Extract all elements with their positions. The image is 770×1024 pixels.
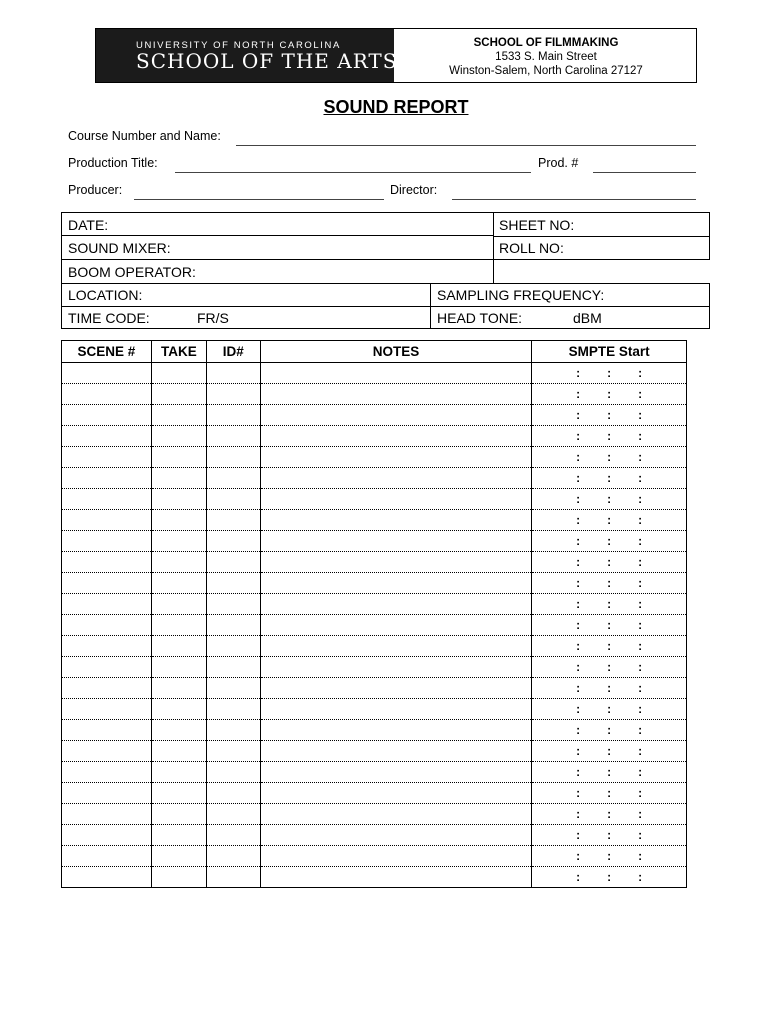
divider bbox=[430, 283, 431, 329]
page-title: SOUND REPORT bbox=[323, 97, 469, 117]
sound-log-table bbox=[61, 340, 687, 888]
take-cell[interactable] bbox=[151, 741, 206, 762]
take-cell[interactable] bbox=[151, 720, 206, 741]
sampling-frequency-label[interactable]: SAMPLING FREQUENCY: bbox=[437, 287, 605, 303]
smpte-separator: : bbox=[607, 702, 612, 716]
scene-cell[interactable] bbox=[62, 720, 152, 741]
smpte-separator: : bbox=[607, 618, 612, 632]
smpte-separator: : bbox=[607, 870, 612, 884]
smpte-start-cell[interactable] bbox=[532, 678, 687, 699]
date-label[interactable]: DATE: bbox=[68, 217, 109, 233]
smpte-separator: : bbox=[576, 870, 581, 884]
smpte-separator: : bbox=[638, 723, 643, 737]
smpte-start-cell[interactable] bbox=[532, 804, 687, 825]
smpte-separator: : bbox=[607, 849, 612, 863]
smpte-separator: : bbox=[576, 366, 581, 380]
col-take: TAKE bbox=[151, 341, 206, 363]
take-cell[interactable] bbox=[151, 615, 206, 636]
table-row bbox=[62, 510, 687, 531]
notes-cell[interactable] bbox=[260, 363, 531, 384]
scene-cell[interactable] bbox=[62, 699, 152, 720]
smpte-separator: : bbox=[638, 576, 643, 590]
smpte-start-cell[interactable] bbox=[532, 636, 687, 657]
scene-cell[interactable] bbox=[62, 405, 152, 426]
scene-cell[interactable] bbox=[62, 615, 152, 636]
scene-cell[interactable] bbox=[62, 762, 152, 783]
production-title-label: Production Title: bbox=[68, 156, 158, 170]
notes-cell[interactable] bbox=[260, 825, 531, 846]
id-cell[interactable] bbox=[206, 804, 260, 825]
notes-cell[interactable] bbox=[260, 804, 531, 825]
scene-cell[interactable] bbox=[62, 489, 152, 510]
sound-mixer-label[interactable]: SOUND MIXER: bbox=[68, 240, 171, 256]
scene-cell[interactable] bbox=[62, 804, 152, 825]
id-cell[interactable] bbox=[206, 426, 260, 447]
take-cell[interactable] bbox=[151, 405, 206, 426]
smpte-separator: : bbox=[607, 471, 612, 485]
scene-cell[interactable] bbox=[62, 468, 152, 489]
id-cell[interactable] bbox=[206, 867, 260, 888]
smpte-start-cell[interactable] bbox=[532, 489, 687, 510]
smpte-separator: : bbox=[576, 387, 581, 401]
table-row bbox=[62, 363, 687, 384]
smpte-separator: : bbox=[638, 513, 643, 527]
smpte-separator: : bbox=[638, 681, 643, 695]
notes-cell[interactable] bbox=[260, 615, 531, 636]
smpte-separator: : bbox=[607, 807, 612, 821]
id-cell[interactable] bbox=[206, 510, 260, 531]
roll-no-label[interactable]: ROLL NO: bbox=[499, 240, 564, 256]
id-cell[interactable] bbox=[206, 573, 260, 594]
table-row bbox=[62, 384, 687, 405]
table-row bbox=[62, 468, 687, 489]
table-row bbox=[62, 552, 687, 573]
table-row bbox=[62, 447, 687, 468]
smpte-separator: : bbox=[638, 639, 643, 653]
notes-cell[interactable] bbox=[260, 720, 531, 741]
divider bbox=[61, 259, 494, 260]
location-label[interactable]: LOCATION: bbox=[68, 287, 143, 303]
col-scene: SCENE # bbox=[62, 341, 152, 363]
table-row bbox=[62, 720, 687, 741]
smpte-separator: : bbox=[576, 639, 581, 653]
school-name: SCHOOL OF FILMMAKING bbox=[473, 37, 619, 49]
id-cell[interactable] bbox=[206, 531, 260, 552]
smpte-separator: : bbox=[576, 492, 581, 506]
smpte-separator: : bbox=[576, 660, 581, 674]
smpte-start-cell[interactable] bbox=[532, 699, 687, 720]
smpte-start-cell[interactable] bbox=[532, 426, 687, 447]
notes-cell[interactable] bbox=[260, 741, 531, 762]
notes-cell[interactable] bbox=[260, 594, 531, 615]
table-row bbox=[62, 489, 687, 510]
smpte-start-cell[interactable] bbox=[532, 867, 687, 888]
smpte-separator: : bbox=[607, 786, 612, 800]
smpte-separator: : bbox=[638, 387, 643, 401]
smpte-start-cell[interactable] bbox=[532, 783, 687, 804]
prod-number-label: Prod. # bbox=[538, 156, 579, 170]
take-cell[interactable] bbox=[151, 762, 206, 783]
scene-cell[interactable] bbox=[62, 741, 152, 762]
id-cell[interactable] bbox=[206, 720, 260, 741]
city-address: Winston-Salem, North Carolina 27127 bbox=[449, 65, 643, 77]
table-row bbox=[62, 762, 687, 783]
smpte-separator: : bbox=[607, 366, 612, 380]
scene-cell[interactable] bbox=[62, 867, 152, 888]
take-cell[interactable] bbox=[151, 825, 206, 846]
id-cell[interactable] bbox=[206, 615, 260, 636]
take-cell[interactable] bbox=[151, 531, 206, 552]
take-cell[interactable] bbox=[151, 804, 206, 825]
id-cell[interactable] bbox=[206, 846, 260, 867]
notes-cell[interactable] bbox=[260, 447, 531, 468]
smpte-separator: : bbox=[607, 429, 612, 443]
smpte-separator: : bbox=[576, 849, 581, 863]
divider bbox=[61, 306, 710, 307]
smpte-separator: : bbox=[638, 870, 643, 884]
smpte-separator: : bbox=[607, 513, 612, 527]
smpte-separator: : bbox=[607, 660, 612, 674]
scene-cell[interactable] bbox=[62, 594, 152, 615]
table-row bbox=[62, 657, 687, 678]
smpte-separator: : bbox=[576, 723, 581, 737]
course-label: Course Number and Name: bbox=[68, 129, 221, 143]
take-cell[interactable] bbox=[151, 468, 206, 489]
smpte-separator: : bbox=[607, 555, 612, 569]
smpte-start-cell[interactable] bbox=[532, 405, 687, 426]
take-cell[interactable] bbox=[151, 573, 206, 594]
logo-line1: UNIVERSITY OF NORTH CAROLINA bbox=[136, 40, 341, 51]
id-cell[interactable] bbox=[206, 762, 260, 783]
smpte-separator: : bbox=[576, 471, 581, 485]
id-cell[interactable] bbox=[206, 405, 260, 426]
table-row bbox=[62, 615, 687, 636]
scene-cell[interactable] bbox=[62, 678, 152, 699]
scene-cell[interactable] bbox=[62, 531, 152, 552]
dbm-unit: dBM bbox=[573, 310, 602, 326]
notes-cell[interactable] bbox=[260, 678, 531, 699]
logo-line2: SCHOOL OF THE ARTS bbox=[136, 49, 398, 73]
boom-operator-label[interactable]: BOOM OPERATOR: bbox=[68, 264, 196, 280]
smpte-separator: : bbox=[638, 744, 643, 758]
notes-cell[interactable] bbox=[260, 384, 531, 405]
table-row bbox=[62, 846, 687, 867]
table-body bbox=[62, 363, 687, 888]
notes-cell[interactable] bbox=[260, 846, 531, 867]
smpte-separator: : bbox=[576, 765, 581, 779]
smpte-separator: : bbox=[576, 618, 581, 632]
smpte-separator: : bbox=[607, 387, 612, 401]
smpte-separator: : bbox=[607, 639, 612, 653]
notes-cell[interactable] bbox=[260, 531, 531, 552]
smpte-start-cell[interactable] bbox=[532, 720, 687, 741]
notes-cell[interactable] bbox=[260, 762, 531, 783]
smpte-separator: : bbox=[607, 597, 612, 611]
table-row bbox=[62, 867, 687, 888]
id-cell[interactable] bbox=[206, 678, 260, 699]
smpte-separator: : bbox=[638, 828, 643, 842]
smpte-separator: : bbox=[607, 534, 612, 548]
take-cell[interactable] bbox=[151, 594, 206, 615]
take-cell[interactable] bbox=[151, 552, 206, 573]
scene-cell[interactable] bbox=[62, 363, 152, 384]
producer-label: Producer: bbox=[68, 183, 123, 197]
smpte-start-cell[interactable] bbox=[532, 741, 687, 762]
smpte-separator: : bbox=[576, 786, 581, 800]
scene-cell[interactable] bbox=[62, 657, 152, 678]
smpte-separator: : bbox=[576, 702, 581, 716]
smpte-separator: : bbox=[638, 366, 643, 380]
id-cell[interactable] bbox=[206, 384, 260, 405]
smpte-separator: : bbox=[638, 534, 643, 548]
smpte-separator: : bbox=[607, 408, 612, 422]
smpte-separator: : bbox=[576, 576, 581, 590]
smpte-separator: : bbox=[607, 744, 612, 758]
smpte-separator: : bbox=[638, 597, 643, 611]
col-smpte-start: SMPTE Start bbox=[532, 341, 687, 363]
id-cell[interactable] bbox=[206, 636, 260, 657]
school-address bbox=[396, 36, 696, 78]
smpte-separator: : bbox=[576, 513, 581, 527]
id-cell[interactable] bbox=[206, 447, 260, 468]
id-cell[interactable] bbox=[206, 489, 260, 510]
smpte-separator: : bbox=[576, 828, 581, 842]
smpte-separator: : bbox=[638, 555, 643, 569]
take-cell[interactable] bbox=[151, 699, 206, 720]
smpte-separator: : bbox=[638, 702, 643, 716]
smpte-start-cell[interactable] bbox=[532, 825, 687, 846]
notes-cell[interactable] bbox=[260, 783, 531, 804]
smpte-separator: : bbox=[576, 597, 581, 611]
take-cell[interactable] bbox=[151, 657, 206, 678]
notes-cell[interactable] bbox=[260, 468, 531, 489]
smpte-separator: : bbox=[607, 765, 612, 779]
scene-cell[interactable] bbox=[62, 636, 152, 657]
table-row bbox=[62, 699, 687, 720]
take-cell[interactable] bbox=[151, 489, 206, 510]
smpte-separator: : bbox=[638, 471, 643, 485]
smpte-start-cell[interactable] bbox=[532, 762, 687, 783]
smpte-separator: : bbox=[638, 450, 643, 464]
smpte-separator: : bbox=[607, 492, 612, 506]
smpte-separator: : bbox=[607, 576, 612, 590]
notes-cell[interactable] bbox=[260, 699, 531, 720]
production-title-field[interactable] bbox=[175, 172, 531, 173]
smpte-separator: : bbox=[638, 807, 643, 821]
table-row bbox=[62, 573, 687, 594]
id-cell[interactable] bbox=[206, 741, 260, 762]
smpte-separator: : bbox=[576, 408, 581, 422]
scene-cell[interactable] bbox=[62, 825, 152, 846]
smpte-separator: : bbox=[576, 534, 581, 548]
scene-cell[interactable] bbox=[62, 447, 152, 468]
table-row bbox=[62, 531, 687, 552]
smpte-separator: : bbox=[576, 681, 581, 695]
id-cell[interactable] bbox=[206, 699, 260, 720]
take-cell[interactable] bbox=[151, 384, 206, 405]
smpte-separator: : bbox=[607, 681, 612, 695]
smpte-start-cell[interactable] bbox=[532, 510, 687, 531]
smpte-start-cell[interactable] bbox=[532, 594, 687, 615]
scene-cell[interactable] bbox=[62, 510, 152, 531]
take-cell[interactable] bbox=[151, 867, 206, 888]
smpte-separator: : bbox=[576, 807, 581, 821]
notes-cell[interactable] bbox=[260, 552, 531, 573]
table-row bbox=[62, 825, 687, 846]
smpte-start-cell[interactable] bbox=[532, 846, 687, 867]
smpte-separator: : bbox=[638, 408, 643, 422]
smpte-separator: : bbox=[638, 492, 643, 506]
take-cell[interactable] bbox=[151, 636, 206, 657]
table-row bbox=[62, 405, 687, 426]
smpte-separator: : bbox=[607, 450, 612, 464]
time-code-label[interactable]: TIME CODE: bbox=[68, 310, 150, 326]
smpte-separator: : bbox=[576, 744, 581, 758]
notes-cell[interactable] bbox=[260, 405, 531, 426]
table-row bbox=[62, 741, 687, 762]
table-row bbox=[62, 426, 687, 447]
director-label: Director: bbox=[390, 183, 438, 197]
take-cell[interactable] bbox=[151, 510, 206, 531]
take-cell[interactable] bbox=[151, 426, 206, 447]
table-row bbox=[62, 678, 687, 699]
director-field[interactable] bbox=[452, 199, 696, 200]
id-cell[interactable] bbox=[206, 552, 260, 573]
notes-cell[interactable] bbox=[260, 510, 531, 531]
smpte-separator: : bbox=[607, 723, 612, 737]
notes-cell[interactable] bbox=[260, 636, 531, 657]
street-address: 1533 S. Main Street bbox=[495, 51, 597, 63]
table-row bbox=[62, 594, 687, 615]
prod-number-field[interactable] bbox=[593, 172, 696, 173]
divider bbox=[61, 235, 494, 236]
scene-cell[interactable] bbox=[62, 384, 152, 405]
table-row bbox=[62, 783, 687, 804]
scene-cell[interactable] bbox=[62, 552, 152, 573]
notes-cell[interactable] bbox=[260, 867, 531, 888]
smpte-start-cell[interactable] bbox=[532, 657, 687, 678]
smpte-start-cell[interactable] bbox=[532, 384, 687, 405]
head-tone-label[interactable]: HEAD TONE: bbox=[437, 310, 523, 326]
smpte-separator: : bbox=[638, 660, 643, 674]
divider bbox=[493, 236, 710, 237]
scene-cell[interactable] bbox=[62, 783, 152, 804]
smpte-start-cell[interactable] bbox=[532, 531, 687, 552]
frs-unit: FR/S bbox=[197, 310, 229, 326]
table-row bbox=[62, 804, 687, 825]
sheet-no-label[interactable]: SHEET NO: bbox=[499, 217, 575, 233]
course-field[interactable] bbox=[236, 145, 696, 146]
smpte-start-cell[interactable] bbox=[532, 552, 687, 573]
col-id: ID# bbox=[206, 341, 260, 363]
notes-cell[interactable] bbox=[260, 657, 531, 678]
smpte-start-cell[interactable] bbox=[532, 468, 687, 489]
smpte-separator: : bbox=[607, 828, 612, 842]
id-cell[interactable] bbox=[206, 657, 260, 678]
school-logo bbox=[96, 29, 398, 82]
smpte-separator: : bbox=[638, 849, 643, 863]
take-cell[interactable] bbox=[151, 678, 206, 699]
take-cell[interactable] bbox=[151, 447, 206, 468]
table-header-row bbox=[62, 341, 687, 363]
id-cell[interactable] bbox=[206, 468, 260, 489]
table-row bbox=[62, 636, 687, 657]
producer-field[interactable] bbox=[134, 199, 384, 200]
id-cell[interactable] bbox=[206, 594, 260, 615]
take-cell[interactable] bbox=[151, 363, 206, 384]
id-cell[interactable] bbox=[206, 825, 260, 846]
id-cell[interactable] bbox=[206, 363, 260, 384]
scene-cell[interactable] bbox=[62, 573, 152, 594]
smpte-separator: : bbox=[638, 765, 643, 779]
notes-cell[interactable] bbox=[260, 573, 531, 594]
smpte-start-cell[interactable] bbox=[532, 363, 687, 384]
col-notes: NOTES bbox=[260, 341, 531, 363]
id-cell[interactable] bbox=[206, 783, 260, 804]
smpte-separator: : bbox=[576, 450, 581, 464]
smpte-start-cell[interactable] bbox=[532, 447, 687, 468]
scene-cell[interactable] bbox=[62, 426, 152, 447]
smpte-start-cell[interactable] bbox=[532, 573, 687, 594]
take-cell[interactable] bbox=[151, 783, 206, 804]
smpte-separator: : bbox=[576, 555, 581, 569]
smpte-separator: : bbox=[576, 429, 581, 443]
notes-cell[interactable] bbox=[260, 426, 531, 447]
smpte-start-cell[interactable] bbox=[532, 615, 687, 636]
notes-cell[interactable] bbox=[260, 489, 531, 510]
scene-cell[interactable] bbox=[62, 846, 152, 867]
smpte-separator: : bbox=[638, 429, 643, 443]
smpte-separator: : bbox=[638, 786, 643, 800]
take-cell[interactable] bbox=[151, 846, 206, 867]
smpte-separator: : bbox=[638, 618, 643, 632]
